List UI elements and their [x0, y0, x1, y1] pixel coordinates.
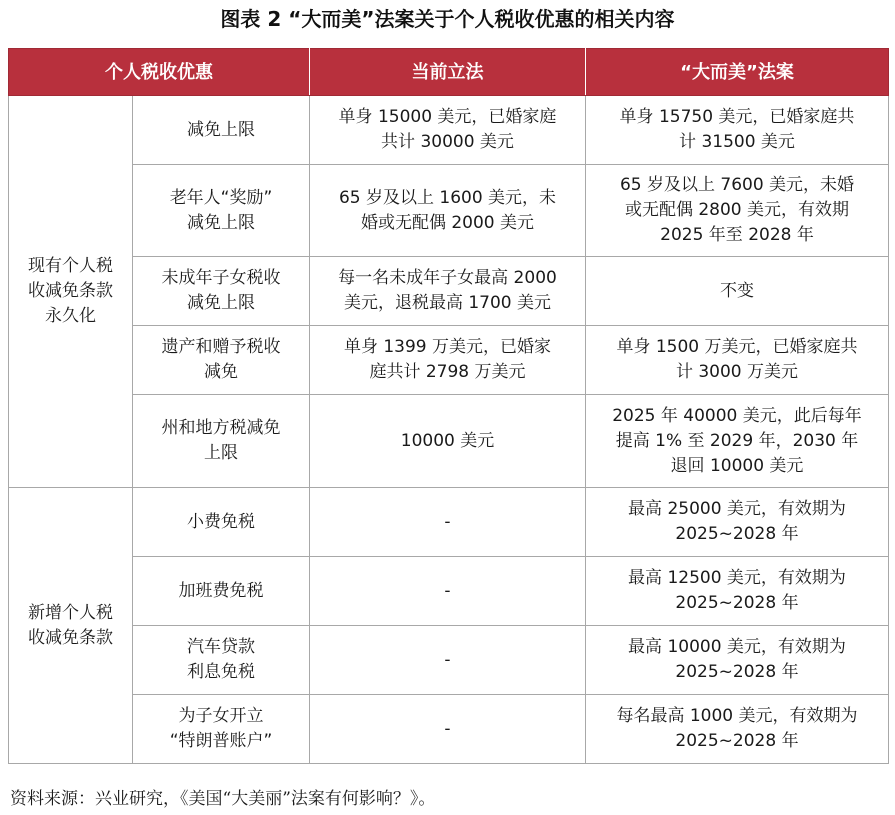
current-line: 65 岁及以上 1600 美元，未 — [338, 187, 557, 208]
group-label-line: 现有个人税 — [28, 256, 113, 276]
new-bill-cell — [586, 165, 889, 257]
new-line: 不变 — [720, 280, 754, 301]
item-line: “特朗普账户” — [169, 731, 273, 751]
group-label-line: 永久化 — [45, 306, 96, 326]
current-line: - — [444, 649, 451, 670]
new-line: 退回 10000 美元 — [670, 455, 804, 476]
table-row — [9, 96, 889, 165]
new-line: 每名最高 1000 美元，有效期为 — [616, 706, 858, 726]
current-line: 庭共计 2798 万美元 — [369, 362, 526, 382]
new-line: 最高 10000 美元，有效期为 — [628, 637, 846, 657]
new-line: 2025 年 40000 美元，此后每年 — [612, 405, 862, 426]
table-row — [9, 326, 889, 395]
new-line: 单身 1500 万美元，已婚家庭共 — [616, 337, 858, 357]
group-label-existing — [9, 96, 133, 488]
header-current-law: 当前立法 — [310, 49, 586, 96]
item-line: 为子女开立 — [178, 706, 264, 726]
source-note: 资料来源：兴业研究，《美国“大美丽”法案有何影响？》。 — [10, 789, 436, 809]
new-line: 最高 12500 美元，有效期为 — [628, 568, 846, 588]
new-bill-cell — [586, 395, 889, 488]
new-line: 计 3000 万美元 — [675, 362, 799, 382]
new-line: 或无配偶 2800 美元，有效期 — [624, 200, 850, 220]
item-line: 小费免税 — [187, 511, 255, 532]
header-tax-incentive: 个人税收优惠 — [9, 49, 310, 96]
item-line: 减免上限 — [187, 293, 255, 313]
table-row — [9, 395, 889, 488]
item-line: 减免上限 — [187, 119, 255, 140]
current-law-cell — [310, 96, 586, 165]
new-line: 提高 1% 至 2029 年，2030 年 — [615, 430, 859, 451]
current-law-cell — [310, 326, 586, 395]
table-row — [9, 695, 889, 764]
new-bill-cell — [586, 257, 889, 326]
current-line: 婚或无配偶 2000 美元 — [360, 212, 535, 233]
current-line: - — [444, 511, 451, 532]
tax-incentive-table — [8, 48, 889, 764]
current-law-cell — [310, 557, 586, 626]
table-row — [9, 257, 889, 326]
item-cell — [133, 326, 310, 395]
current-law-cell — [310, 165, 586, 257]
new-line: 65 岁及以上 7600 美元，未婚 — [619, 175, 855, 195]
group-label-line: 收减免条款 — [28, 627, 113, 648]
new-line: 最高 25000 美元，有效期为 — [628, 499, 846, 519]
item-cell — [133, 695, 310, 764]
item-line: 汽车贷款 — [187, 637, 255, 657]
new-bill-cell — [586, 695, 889, 764]
current-line: - — [444, 718, 451, 739]
new-line: 2025~2028 年 — [675, 662, 799, 682]
item-cell — [133, 626, 310, 695]
current-line: 共计 30000 美元 — [381, 132, 514, 152]
current-law-cell — [310, 488, 586, 557]
current-law-cell — [310, 626, 586, 695]
item-cell — [133, 257, 310, 326]
current-line: 美元，退税最高 1700 美元 — [343, 293, 552, 313]
item-line: 上限 — [204, 443, 238, 463]
new-line: 2025~2028 年 — [675, 524, 799, 544]
new-bill-cell — [586, 488, 889, 557]
current-line: 单身 1399 万美元，已婚家 — [343, 337, 552, 357]
new-line: 2025~2028 年 — [675, 731, 799, 751]
item-cell — [133, 395, 310, 488]
group-label-line: 收减免条款 — [28, 281, 113, 301]
header-big-beautiful-bill: “大而美”法案 — [586, 49, 889, 96]
table-title: 图表 2 “大而美”法案关于个人税收优惠的相关内容 — [220, 7, 675, 31]
new-bill-cell — [586, 557, 889, 626]
current-law-cell — [310, 695, 586, 764]
item-cell — [133, 165, 310, 257]
current-law-cell — [310, 395, 586, 488]
item-cell — [133, 96, 310, 165]
table-row — [9, 165, 889, 257]
new-line: 单身 15750 美元，已婚家庭共 — [619, 107, 855, 127]
item-line: 减免 — [204, 362, 238, 382]
group-label-line: 新增个人税 — [28, 602, 113, 623]
table-header-row — [9, 49, 889, 96]
item-line: 减免上限 — [187, 212, 255, 233]
table-row — [9, 557, 889, 626]
item-cell — [133, 488, 310, 557]
table-row — [9, 488, 889, 557]
new-line: 2025~2028 年 — [675, 593, 799, 613]
new-bill-cell — [586, 626, 889, 695]
current-law-cell — [310, 257, 586, 326]
current-line: 每一名未成年子女最高 2000 — [338, 268, 557, 288]
item-cell — [133, 557, 310, 626]
item-line: 遗产和赠予税收 — [161, 337, 281, 357]
item-line: 老年人“奖励” — [169, 187, 273, 208]
item-line: 加班费免税 — [178, 580, 264, 601]
current-line: - — [444, 580, 451, 601]
new-line: 2025 年至 2028 年 — [660, 225, 814, 245]
new-bill-cell — [586, 96, 889, 165]
current-line: 单身 15000 美元，已婚家庭 — [338, 107, 557, 127]
current-line: 10000 美元 — [400, 430, 495, 451]
item-line: 利息免税 — [187, 662, 255, 682]
item-line: 未成年子女税收 — [161, 268, 281, 288]
group-label-new — [9, 488, 133, 764]
new-line: 计 31500 美元 — [679, 132, 795, 152]
table-row — [9, 626, 889, 695]
new-bill-cell — [586, 326, 889, 395]
item-line: 州和地方税减免 — [161, 418, 281, 438]
